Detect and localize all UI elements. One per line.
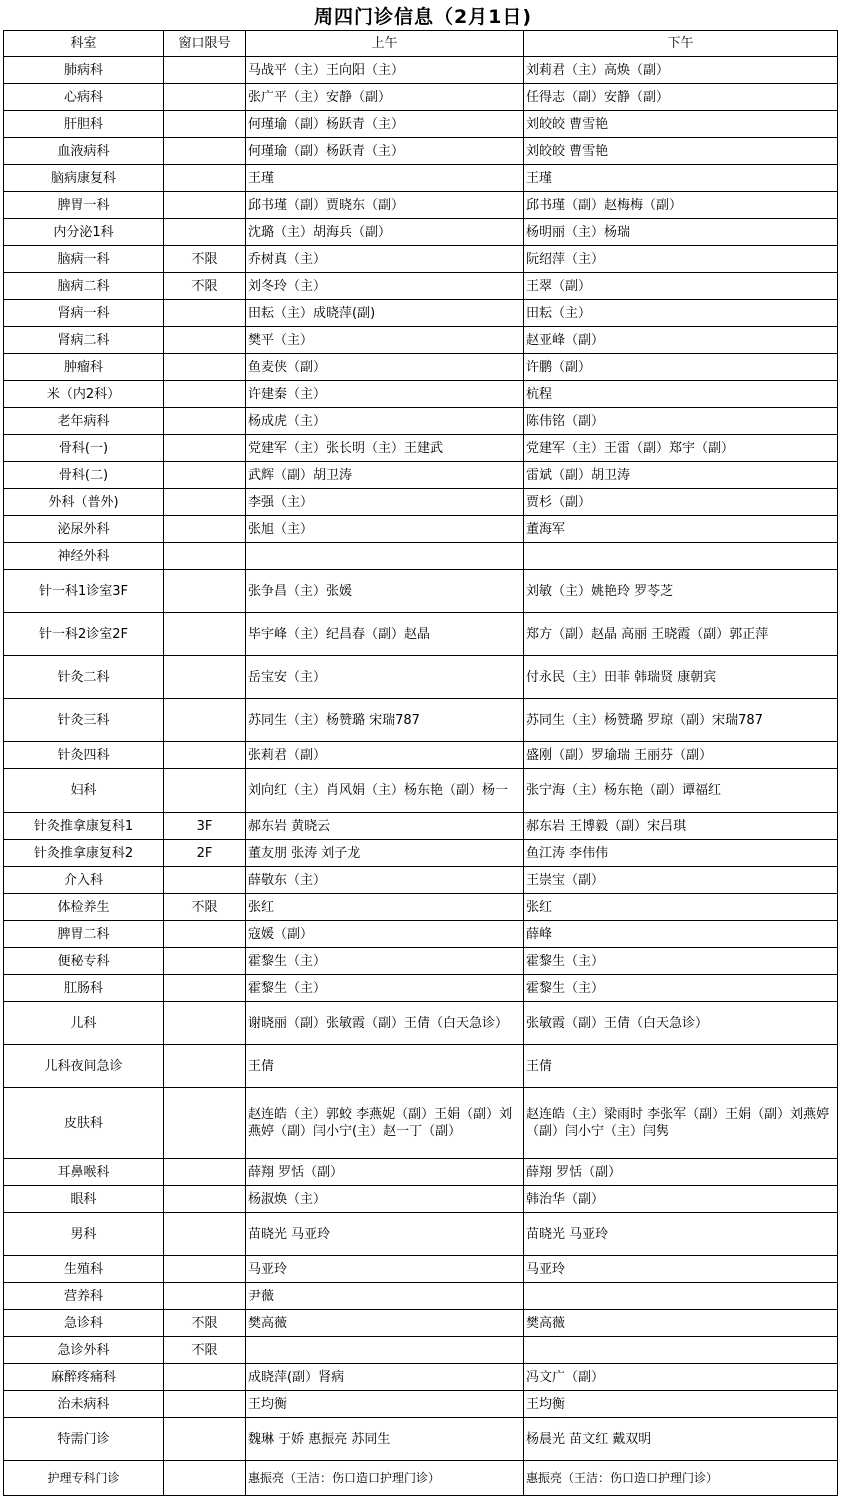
pm-cell: 王倩 [524,1045,838,1088]
dept-cell: 神经外科 [4,543,164,570]
pm-cell: 杭程 [524,381,838,408]
table-row [4,656,838,699]
table-row [4,1002,838,1045]
limit-cell [164,867,246,894]
dept-cell: 老年病科 [4,408,164,435]
table-row [4,1159,838,1186]
limit-cell: 不限 [164,246,246,273]
pm-cell [524,1283,838,1310]
limit-cell [164,327,246,354]
pm-cell: 阮绍萍（主） [524,246,838,273]
am-cell: 刘向红（主）肖风娟（主）杨东艳（副）杨一 [246,769,524,813]
am-cell [246,543,524,570]
table-row [4,570,838,613]
am-cell: 武辉（副）胡卫涛 [246,462,524,489]
dept-cell: 儿科夜间急诊 [4,1045,164,1088]
dept-cell: 针灸推拿康复科1 [4,813,164,840]
am-cell: 寇媛（副） [246,921,524,948]
pm-cell: 刘莉君（主）高焕（副） [524,57,838,84]
dept-cell: 内分泌1科 [4,219,164,246]
limit-cell [164,165,246,192]
dept-cell: 肝胆科 [4,111,164,138]
table-row [4,354,838,381]
table-row [4,840,838,867]
pm-cell: 冯文广（副） [524,1364,838,1391]
am-cell: 成晓萍(副）肾病 [246,1364,524,1391]
limit-cell [164,381,246,408]
table-row [4,1310,838,1337]
am-cell: 霍黎生（主） [246,948,524,975]
dept-cell: 肾病二科 [4,327,164,354]
table-row [4,1418,838,1461]
limit-cell [164,543,246,570]
dept-cell: 肛肠科 [4,975,164,1002]
dept-cell: 泌尿外科 [4,516,164,543]
dept-cell: 骨科(二) [4,462,164,489]
pm-cell: 贾杉（副） [524,489,838,516]
pm-cell: 邱书瑾（副）赵梅梅（副） [524,192,838,219]
pm-cell: 许鹏（副） [524,354,838,381]
table-row [4,138,838,165]
pm-cell: 韩治华（副） [524,1186,838,1213]
pm-cell: 张宁海（主）杨东艳（副）谭福红 [524,769,838,813]
limit-cell [164,1418,246,1461]
limit-cell [164,921,246,948]
limit-cell [164,1364,246,1391]
pm-cell: 盛刚（副）罗瑜瑞 王丽芬（副） [524,742,838,769]
am-cell [246,1337,524,1364]
header-am: 上午 [246,31,524,57]
dept-cell: 介入科 [4,867,164,894]
limit-cell: 不限 [164,1310,246,1337]
table-row [4,769,838,813]
limit-cell [164,613,246,656]
dept-cell: 心病科 [4,84,164,111]
dept-cell: 便秘专科 [4,948,164,975]
pm-cell: 杨明丽（主）杨瑞 [524,219,838,246]
table-row [4,192,838,219]
limit-cell [164,435,246,462]
limit-cell [164,656,246,699]
limit-cell [164,192,246,219]
dept-cell: 眼科 [4,1186,164,1213]
dept-cell: 脑病二科 [4,273,164,300]
limit-cell [164,516,246,543]
am-cell: 董友朋 张涛 刘子龙 [246,840,524,867]
am-cell: 魏琳 于娇 惠振亮 苏同生 [246,1418,524,1461]
pm-cell: 鱼江涛 李伟伟 [524,840,838,867]
table-row [4,699,838,742]
limit-cell [164,354,246,381]
pm-cell [524,1337,838,1364]
limit-cell [164,948,246,975]
dept-cell: 针一科2诊室2F [4,613,164,656]
table-row [4,1213,838,1256]
pm-cell: 雷斌（副）胡卫涛 [524,462,838,489]
dept-cell: 针灸推拿康复科2 [4,840,164,867]
pm-cell: 付永民（主）田菲 韩瑞贤 康朝宾 [524,656,838,699]
am-cell: 霍黎生（主） [246,975,524,1002]
am-cell: 张广平（主）安静（副） [246,84,524,111]
pm-cell: 任得志（副）安静（副） [524,84,838,111]
am-cell: 毕宇峰（主）纪昌春（副）赵晶 [246,613,524,656]
table-row [4,867,838,894]
am-cell: 鱼麦侠（副） [246,354,524,381]
limit-cell [164,462,246,489]
dept-cell: 皮肤科 [4,1088,164,1159]
limit-cell [164,1002,246,1045]
am-cell: 王倩 [246,1045,524,1088]
am-cell: 郝东岩 黄晓云 [246,813,524,840]
limit-cell [164,57,246,84]
table-row [4,894,838,921]
table-row [4,327,838,354]
table-row [4,219,838,246]
table-row [4,1045,838,1088]
header-dept: 科室 [4,31,164,57]
pm-cell: 赵连皓（主）梁雨时 李张军（副）王娟（副）刘燕婷（副）闫小宁（主）闫隽 [524,1088,838,1159]
dept-cell: 护理专科门诊 [4,1461,164,1496]
pm-cell: 霍黎生（主） [524,975,838,1002]
page-title: 周四门诊信息（2月1日) [313,6,533,28]
dept-cell: 脑病康复科 [4,165,164,192]
dept-cell: 体检养生 [4,894,164,921]
table-row [4,613,838,656]
table-row [4,57,838,84]
table-row [4,921,838,948]
table-row [4,813,838,840]
table-row [4,1461,838,1496]
limit-cell [164,138,246,165]
limit-cell [164,975,246,1002]
pm-cell: 刘敏（主）姚艳玲 罗苓芝 [524,570,838,613]
am-cell: 张红 [246,894,524,921]
pm-cell: 霍黎生（主） [524,948,838,975]
header-limit: 窗口限号 [164,31,246,57]
am-cell: 薛敬东（主） [246,867,524,894]
pm-cell: 马亚玲 [524,1256,838,1283]
limit-cell [164,1391,246,1418]
pm-cell [524,543,838,570]
table-row [4,435,838,462]
table-row [4,462,838,489]
table-row [4,84,838,111]
table-row [4,381,838,408]
dept-cell: 血液病科 [4,138,164,165]
am-cell: 尹薇 [246,1283,524,1310]
pm-cell: 刘皎皎 曹雪艳 [524,111,838,138]
table-row [4,516,838,543]
limit-cell [164,1045,246,1088]
dept-cell: 脾胃二科 [4,921,164,948]
dept-cell: 肾病一科 [4,300,164,327]
pm-cell: 杨晨光 苗文红 戴双明 [524,1418,838,1461]
dept-cell: 脑病一科 [4,246,164,273]
pm-cell: 郝东岩 王博毅（副）宋吕琪 [524,813,838,840]
am-cell: 乔树真（主） [246,246,524,273]
dept-cell: 耳鼻喉科 [4,1159,164,1186]
dept-cell: 针灸四科 [4,742,164,769]
table-row [4,742,838,769]
am-cell: 田耘（主）成晓萍(副) [246,300,524,327]
limit-cell [164,84,246,111]
table-row [4,111,838,138]
dept-cell: 针灸二科 [4,656,164,699]
pm-cell: 王翠（副） [524,273,838,300]
am-cell: 王均衡 [246,1391,524,1418]
am-cell: 何瑾瑜（副）杨跃青（主） [246,138,524,165]
pm-cell: 王瑾 [524,165,838,192]
am-cell: 谢晓丽（副）张敏霞（副）王倩（白天急诊） [246,1002,524,1045]
table-row [4,246,838,273]
dept-cell: 针一科1诊室3F [4,570,164,613]
dept-cell: 针灸三科 [4,699,164,742]
table-row [4,1186,838,1213]
table-row [4,300,838,327]
table-row [4,975,838,1002]
am-cell: 惠振亮（王洁：伤口造口护理门诊） [246,1461,524,1496]
am-cell: 马战平（主）王向阳（主） [246,57,524,84]
dept-cell: 肿瘤科 [4,354,164,381]
limit-cell [164,1461,246,1496]
table-row [4,948,838,975]
am-cell: 苏同生（主）杨赞璐 宋瑞787 [246,699,524,742]
am-cell: 李强（主） [246,489,524,516]
table-row [4,1256,838,1283]
am-cell: 张莉君（副） [246,742,524,769]
pm-cell: 苗晓光 马亚玲 [524,1213,838,1256]
am-cell: 杨淑焕（主） [246,1186,524,1213]
dept-cell: 治未病科 [4,1391,164,1418]
pm-cell: 陈伟铭（副） [524,408,838,435]
limit-cell: 不限 [164,273,246,300]
header-row [4,31,838,57]
am-cell: 张争昌（主）张媛 [246,570,524,613]
am-cell: 薛翔 罗恬（副） [246,1159,524,1186]
limit-cell [164,769,246,813]
pm-cell: 张红 [524,894,838,921]
pm-cell: 赵亚峰（副） [524,327,838,354]
pm-cell: 董海军 [524,516,838,543]
dept-cell: 特需门诊 [4,1418,164,1461]
limit-cell [164,489,246,516]
limit-cell [164,570,246,613]
limit-cell [164,300,246,327]
dept-cell: 生殖科 [4,1256,164,1283]
limit-cell [164,111,246,138]
am-cell: 刘冬玲（主） [246,273,524,300]
am-cell: 苗晓光 马亚玲 [246,1213,524,1256]
dept-cell: 米（内2科） [4,381,164,408]
dept-cell: 外科（普外) [4,489,164,516]
table-row [4,1283,838,1310]
table-row [4,1088,838,1159]
am-cell: 樊平（主） [246,327,524,354]
pm-cell: 王均衡 [524,1391,838,1418]
dept-cell: 儿科 [4,1002,164,1045]
am-cell: 沈璐（主）胡海兵（副） [246,219,524,246]
pm-cell: 刘皎皎 曹雪艳 [524,138,838,165]
limit-cell [164,1256,246,1283]
am-cell: 许建秦（主） [246,381,524,408]
limit-cell [164,219,246,246]
schedule-table [3,30,838,1496]
table-row [4,273,838,300]
header-pm: 下午 [524,31,838,57]
dept-cell: 麻醉疼痛科 [4,1364,164,1391]
am-cell: 马亚玲 [246,1256,524,1283]
limit-cell [164,1159,246,1186]
dept-cell: 急诊外科 [4,1337,164,1364]
am-cell: 樊高薇 [246,1310,524,1337]
dept-cell: 急诊科 [4,1310,164,1337]
pm-cell: 张敏霞（副）王倩（白天急诊） [524,1002,838,1045]
am-cell: 赵连皓（主）郭蛟 李燕妮（副）王娟（副）刘燕婷（副）闫小宁(主）赵一丁（副） [246,1088,524,1159]
limit-cell: 不限 [164,1337,246,1364]
am-cell: 邱书瑾（副）贾晓东（副） [246,192,524,219]
pm-cell: 惠振亮（王洁：伤口造口护理门诊） [524,1461,838,1496]
table-row [4,408,838,435]
dept-cell: 妇科 [4,769,164,813]
table-row [4,165,838,192]
limit-cell [164,1283,246,1310]
dept-cell: 肺病科 [4,57,164,84]
table-row [4,1391,838,1418]
limit-cell: 3F [164,813,246,840]
limit-cell [164,408,246,435]
am-cell: 岳宝安（主） [246,656,524,699]
pm-cell: 薛峰 [524,921,838,948]
table-row [4,489,838,516]
am-cell: 张旭（主） [246,516,524,543]
limit-cell: 不限 [164,894,246,921]
dept-cell: 脾胃一科 [4,192,164,219]
am-cell: 党建军（主）张长明（主）王建武 [246,435,524,462]
pm-cell: 薛翔 罗恬（副） [524,1159,838,1186]
pm-cell: 苏同生（主）杨赞璐 罗琼（副）宋瑞787 [524,699,838,742]
am-cell: 何瑾瑜（副）杨跃青（主） [246,111,524,138]
pm-cell: 樊高薇 [524,1310,838,1337]
limit-cell: 2F [164,840,246,867]
dept-cell: 男科 [4,1213,164,1256]
limit-cell [164,1213,246,1256]
dept-cell: 骨科(一) [4,435,164,462]
am-cell: 王瑾 [246,165,524,192]
pm-cell: 郑方（副）赵晶 高丽 王晓霞（副）郭正萍 [524,613,838,656]
table-row [4,1364,838,1391]
limit-cell [164,699,246,742]
table-row [4,543,838,570]
am-cell: 杨成虎（主） [246,408,524,435]
limit-cell [164,742,246,769]
pm-cell: 王崇宝（副） [524,867,838,894]
table-row [4,1337,838,1364]
pm-cell: 田耘（主） [524,300,838,327]
dept-cell: 营养科 [4,1283,164,1310]
limit-cell [164,1186,246,1213]
pm-cell: 党建军（主）王雷（副）郑宇（副） [524,435,838,462]
schedule-body [4,57,838,1496]
limit-cell [164,1088,246,1159]
